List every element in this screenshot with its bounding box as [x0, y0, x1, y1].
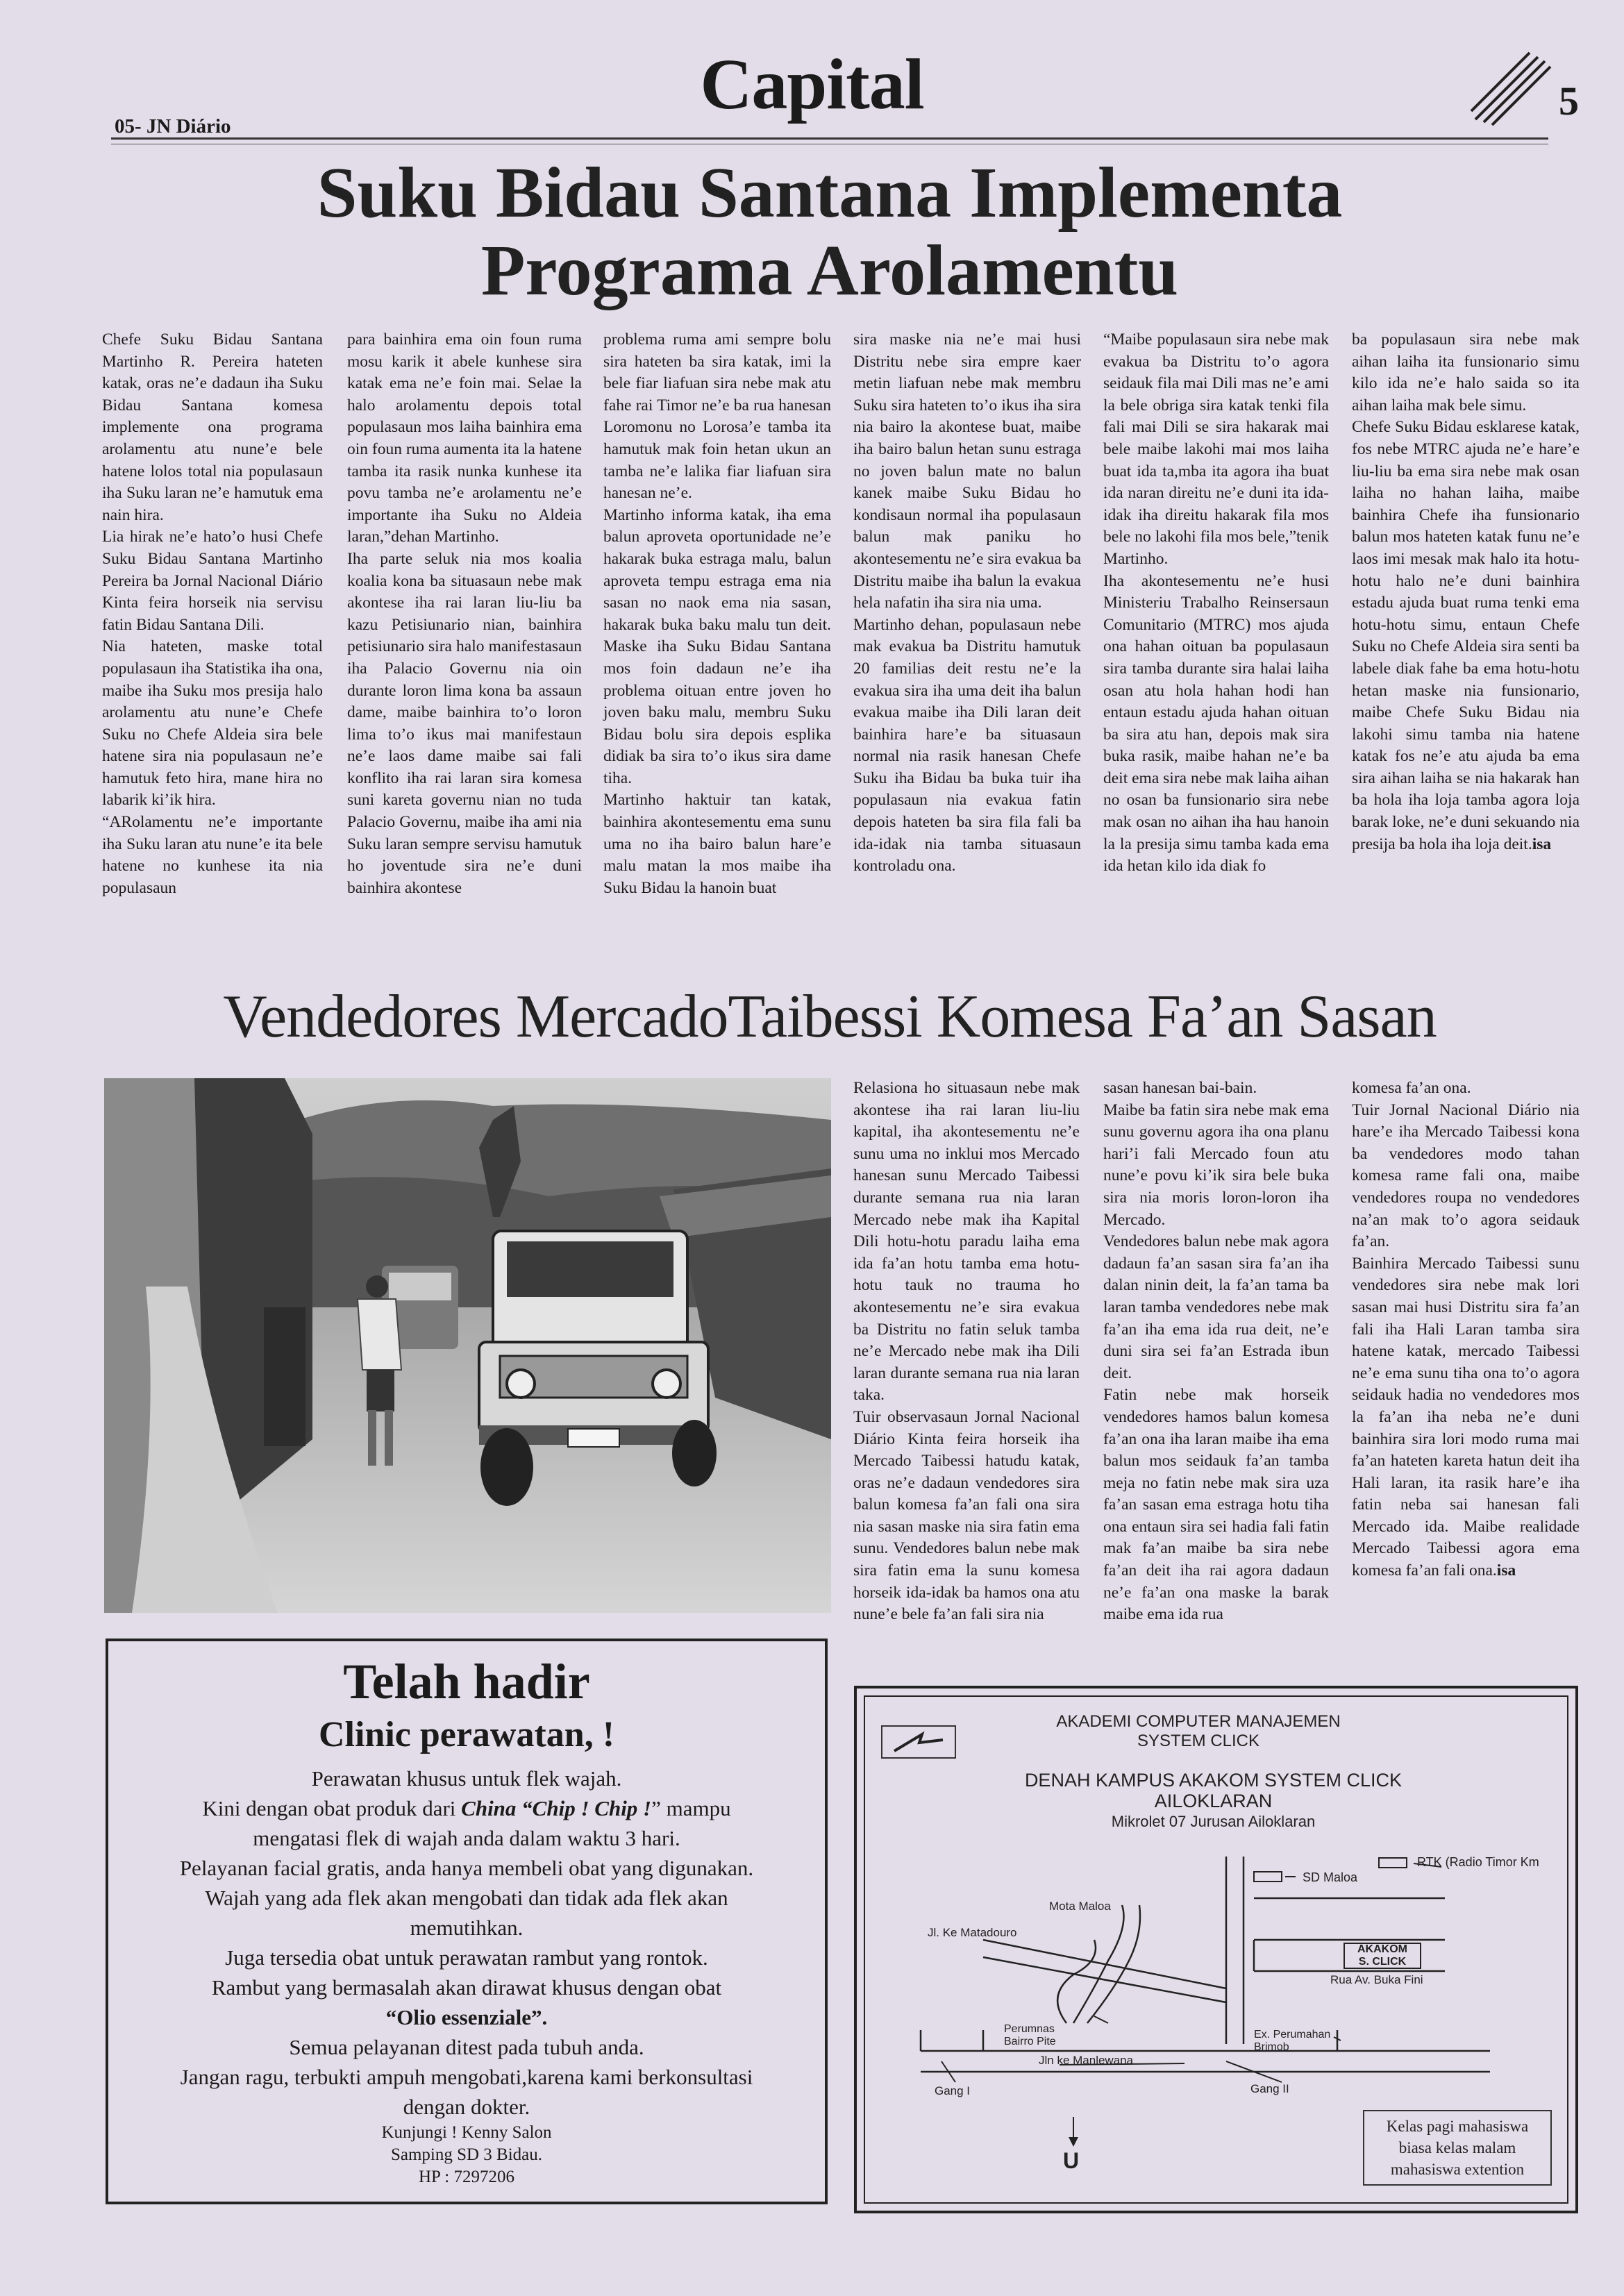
map-label-sd-maloa: SD Maloa: [1303, 1870, 1358, 1884]
article2-column-2: [1103, 1078, 1329, 1626]
map-label-ex-perumahan: [1254, 2029, 1330, 2054]
article1-text: Chefe Suku Bidau Santana Martinho R. Pereira hateten katak, oras ne’e dadaun iha Suku Bidau Santana komesa implemente ona programa arolamentu atu nune’e bele hatene lolos total nia populasaun iha Suku laran ne’e hamutuk ema nain hira. Lia hirak ne’e hato’o husi Chefe Suku Bidau Santana Martinho Pereira ba Jornal Nacional Diário Kinta feira horseik nia servisu fatin Bidau Santana Dili. Nia hateten, maske total populasaun iha Statistika iha ona, maibe iha Suku mos presija halo arolamentu atu nune’e Chefe Suku no Chefe Aldeia sira bele hatene sira nia populasaun ne’e hamutuk feto hira, mane hira no labarik ki’ik hira. “ARolamentu ne’e importante iha Suku laran atu nune’e ita bele hatene no kunhese ita nia populasaun: [102, 330, 323, 897]
map-label-perumnas: [1004, 2023, 1056, 2048]
akakom-campus-map-advertisement: [854, 1686, 1578, 2213]
article2-text-last: komesa fa’an ona. Tuir Jornal Nacional Diário nia hare’e iha Mercado Taibessi kona ba vendedores modo tahan komesa rame fali ona, maibe vendedores roupa no vendedores na’an mak to’o agora seidauk fa’an. Bainhira Mercado Taibessi sunu vendedores sira nebe mak lori sasan mai husi Distritu sira fa’an fali iha Hali Laran tamba sira hatene katak, mercado Taibessi ne’e ema sunu tiha ona to’o agora seidauk hadia no vendedores mos la fa’an iha neba ne’e duni bainhira sira lori modo ruma mai fa’an hateten kareta hatun deit iha Hali laran, ita rasik hare’e iha fatin neba sai hanesan fali Mercado ida. Maibe realidade Mercado Taibessi agora ema komesa fa’an fali ona.: [1352, 1079, 1580, 1580]
map-route: Mikrolet 07 Jurusan Ailoklaran: [1111, 1813, 1316, 1830]
ad-clinic-line: [108, 1793, 825, 1823]
article2-text: sasan hanesan bai-bain. Maibe ba fatin sira nebe mak ema sunu governu agora iha ona planu hari’i fali Mercado foun atu nune’e povu ki’ik sira bele buka sira nia moris loron-loron iha Mercado. Vendedores balun nebe mak agora dadaun fa’an sasan sira fa’an iha dalan ninin deit, la fa’an tama ba laran tamba vendedores nebe mak fa’an iha ema ida rua deit, ne’e duni sira sei fa’an Estrada ibun deit. Fatin nebe mak horseik vendedores hamos balun komesa fa’an ona iha laran maibe iha ema balun mos seidauk fa’an tamba meja no fatin nebe mak sira uza fa’an sasan ema estraga hotu tiha ona entaun sira sei hadia fali fatin mak fa’an maibe ba sira nebe fa’an deit iha rai agora dadaun ne’e fa’an ona maske la barak maibe ema ida rua: [1103, 1079, 1329, 1624]
map-label-akakom-2: S. CLICK: [1358, 1956, 1407, 1968]
map-label-gang-1: Gang I: [935, 2084, 971, 2097]
map-label-gang-2: Gang II: [1250, 2082, 1289, 2095]
ad-clinic-product: “Olio essenziale”.: [385, 2005, 548, 2029]
article1-column-2: [347, 329, 582, 899]
hatch-decoration-icon: [1468, 50, 1552, 126]
ad-clinic-line2-pre: Kini dengan obat produk dari: [202, 1796, 462, 1820]
article1-column-5: [1103, 329, 1329, 878]
article2-text: Relasiona ho situasaun nebe mak akontese iha rai laran liu-liu kapital, iha akontesementu ne’e sunu uma no inklui mos Mercado hanesan sunu Mercado Taibessi durante semana rua nia laran Mercado nebe mak iha Kapital Dili hotu-hotu paradu laiha ema ida fa’an hotu tamba ema hotu- hotu tauk no trauma ho akontesementu ne’e sira evakua ba Distritu no fatin seluk tamba ne’e Mercado nebe mak iha Dili laran durante semana rua nia laran taka. Tuir observasaun Jornal Nacional Diário Kinta feira horseik iha Mercado Taibessi hatudu katak, oras ne’e dadaun vendedores sira balun komesa fa’an fali ona sira nia sasan maske nia sira fatin ema sunu. Vendedores balun nebe mak sira fatin ema la sunu komesa horseik ida-idak ba hamos ona atu nune’e bele fa’an fali sira nia: [853, 1079, 1080, 1624]
note-line-3: mahasiswa extention: [1390, 2161, 1525, 2178]
header-rule: [111, 137, 1548, 140]
article1-column-4: [853, 329, 1081, 878]
article2-text: [1352, 1078, 1580, 1582]
ad-clinic-line: Semua pelayanan ditest pada tubuh anda.: [289, 2035, 644, 2059]
article1-column-6: [1352, 329, 1580, 855]
ad-clinic-line: Jangan ragu, terbukti ampuh mengobati,karena kami berkonsultasi: [180, 2065, 753, 2089]
map-inner-frame: [864, 1695, 1568, 2204]
article1-text-last: ba populasaun sira nebe mak aihan laiha ita funsionario simu kilo ida ne’e halo saida so ita aihan laiha mak bele simu. Chefe Suku Bidau esklarese katak, fos nebe MTRC ajuda ne’e hare’e liu-liu ba ema sira nebe mak osan laiha no hahan laiha, maibe bainhira Chefe iha funsionario balun mos hateten katak funu ne’e laos imi mesak mak halo ita hotu-hotu halo ne’e duni bainhira estadu ajuda buat ruma tenki ema hotu-hotu simu, entaun Chefe Suku no Chefe Aldeia sira senti ba labele diak fahe ba ema hotu-hotu hetan maske nia funsionario, maibe Chefe Suku Bidau nia lakohi simu tamba nia hatene katak fos ne’e atu ajuda ba ema sira aihan laiha se nia hakarak han ba hola iha loja tamba agora loja barak loke, ne’e duni sekuando nia presija ba hola iha loja deit.: [1352, 330, 1580, 853]
page-number: 5: [1559, 78, 1579, 124]
map-label-akakom: [1344, 1943, 1421, 1968]
akakom-name-line2: SYSTEM CLICK: [1137, 1732, 1260, 1750]
note-line-1: Kelas pagi mahasiswa: [1386, 2118, 1529, 2135]
map-label-jl-matadouro: Jl. Ke Matadouro: [928, 1926, 1017, 1939]
ad-clinic-line: Perawatan khusus untuk flek wajah.: [311, 1766, 622, 1791]
article1-headline: [111, 154, 1548, 310]
ad-clinic-line: Pelayanan facial gratis, anda hanya membeli obat yang digunakan.: [179, 1856, 754, 1880]
article1-headline-line1: Suku Bidau Santana Implementa: [317, 153, 1343, 233]
article2-column-1: [853, 1078, 1080, 1626]
ad-clinic-address: Samping SD 3 Bidau.: [390, 2145, 543, 2164]
note-line-2: biasa kelas malam: [1398, 2139, 1516, 2156]
ad-clinic-line2-post: ” mampu: [651, 1796, 731, 1820]
ad-clinic-subtitle: Clinic perawatan, !: [318, 1715, 615, 1754]
article1-text: [1352, 329, 1580, 855]
article2-headline: Vendedores MercadoTaibessi Komesa Fa’an Sasan: [223, 983, 1437, 1050]
article1-text: para bainhira ema oin foun ruma mosu karik it abele kunhese sira katak ema ne’e foin mai. Selae la halo arolamentu depois total populasaun mos laiha bainhira ema oin foun ruma aumenta ita la hatene tamba ita rasik nunka kunhese ita povu tamba ne’e arolamentu ne’e importante iha Suku no Aldeia laran,”dehan Martinho. Iha parte seluk nia mos koalia koalia kona ba situasaun nebe mak akontese iha rai laran liu-liu ba kazu Petisiunario nian, bainhira petisiunario sira halo manifestasaun iha Palacio Governu nia oin durante loron lima kona ba assaun dame, maibe bainhira to’o loron lima to’o ikus mai manifestaun ne’e laos dame maibe sai fali konflito iha rai laran sira komesa suni kareta governu nian no tuda Palacio Governu, maibe iha ami nia Suku laran sempre servisu hamutuk ho joventude sira ne’e duni bainhira akontese: [347, 330, 583, 897]
map-title: DENAH KAMPUS AKAKOM SYSTEM CLICK: [1024, 1770, 1403, 1791]
ad-clinic-line: memutihkan.: [410, 1916, 524, 1940]
map-north-marker: U: [1063, 2148, 1080, 2173]
ad-clinic-title: Telah hadir: [343, 1654, 590, 1709]
section-title: Capital: [700, 44, 924, 124]
map-label-ex-perumahan-1: Ex. Perumahan: [1254, 2029, 1331, 2041]
map-label-rtk: RTK (Radio Timor Km: [1417, 1855, 1539, 1869]
map-label-jln-manlewana: Jln ke Manlewana: [1039, 2054, 1134, 2067]
ad-clinic-line: mengatasi flek di wajah anda dalam waktu 3 hari.: [253, 1826, 680, 1850]
class-schedule-note: [1363, 2110, 1552, 2186]
article1-headline-line2: Programa Arolamentu: [480, 231, 1179, 310]
ad-clinic-line: Juga tersedia obat untuk perawatan rambut yang rontok.: [225, 1945, 708, 1970]
clinic-advertisement: [106, 1639, 828, 2204]
map-label-akakom-1: AKAKOM: [1357, 1943, 1407, 1955]
article2-column-3: [1352, 1078, 1580, 1582]
article2-signoff: isa: [1496, 1561, 1516, 1580]
article1-text: sira maske nia ne’e mai husi Distritu nebe sira empre kaer metin liafuan nebe mak membru Suku sira hateten to’o ikus iha sira nia bairo la akontese buat, maibe iha bairo balun hetan sunu estraga no joven balun mate no balun kanek maibe Suku Bidau ho kondisaun normal iha populasaun balun mak paniku ho akontesementu ne’e sira evakua ba Distritu maibe iha balun la evakua hela nafatin iha sira nia uma. Martinho dehan, populasaun nebe mak evakua ba Distritu hamutuk 20 familias deit restu ne’e la evakua sira iha uma deit iha balun evakua maibe iha Dili laran deit bainhira hare’e ba situasaun normal nia rasik hanesan Chefe Suku iha Bidau ba buka tuir iha populasaun nia evakua fatin depois hateten ba sira fila fali ba ida-idak nia tamba situasaun kontroladu ona.: [853, 330, 1081, 875]
ad-clinic-phone: HP : 7297206: [419, 2168, 514, 2186]
ad-clinic-line: dengan dokter.: [403, 2095, 530, 2119]
map-label-mota-maloa: Mota Maloa: [1049, 1900, 1111, 1913]
article1-text: “Maibe populasaun sira nebe mak evakua ba Distritu to’o agora seidauk fila mai Dili mas ne’e ami la bele obriga sira katak tenki fila fali mai Dili se sira hakarak mai bele maibe lakohi mai mos laiha buat ida ta,mba ita agora iha buat ida naran direitu ne’e duni ita ida-idak iha direitu hakarak fila mos bele no lakohi fila mos bele,”tenik Martinho. Iha akontesementu ne’e husi Ministeriu Trabalho Reinsersaun Comunitario (MTRC) mos ajuda ona hahan oituan ba populasaun sira tamba durante sira halai laiha osan atu hola hahan hodi han entaun estadu ajuda hahan oituan ba sira atu han, depois mak sira buka rasik, maibe hahan ne’e ba deit ema sira nebe mak laiha aihan no osan ba funsionario sira nebe mak osan no aihan iha hau hanoin la la presija simu tamba kada ema ida hetan kilo ida diak fo: [1103, 330, 1329, 875]
map-label-ex-perumahan-2: Brimob: [1254, 2041, 1289, 2053]
ad-clinic-line: Wajah yang ada flek akan mengobati dan tidak ada flek akan: [205, 1886, 728, 1910]
map-label-perumnas-2: Bairro Pite: [1004, 2036, 1056, 2047]
ad-clinic-line: Rambut yang bermasalah akan dirawat khusus dengan obat: [211, 1975, 722, 2000]
ad-clinic-brand: China “Chip ! Chip !: [461, 1796, 652, 1820]
map-title-location: AILOKLARAN: [1154, 1791, 1273, 1811]
map-label-rua-buka-fini: Rua Av. Buka Fini: [1330, 1973, 1423, 1986]
article1-column-3: [603, 329, 831, 899]
map-label-perumnas-1: Perumnas: [1004, 2023, 1055, 2035]
article1-text: problema ruma ami sempre bolu sira hateten ba sira katak, imi la bele fiar liafuan sira nebe mak atu fahe rai Timor ne’e ba rua hanesan Loromonu no Lorosa’e tamba ita hamutuk mak foin hetan ukun an tamba ne’e lalika fiar liafuan sira hanesan ne’e. Martinho informa katak, iha ema balun aproveta oportunidade ne’e hakarak buka estraga malu, balun aproveta tempu estraga ema nia sasan no naok ema nia sasan, hakarak buka baku malu tun deit. Maske iha Suku Bidau Santana mos foin dadaun ne’e iha problema oituan entre joven ho joven baku malu, membru Suku Bidau bolu sira depois esplika didiak ba sira to’o ikus sira dame tiha. Martinho haktuir tan katak, bainhira akontesementu ema sunu uma no iha bairo balun hare’e malu matan la mos maibe iha Suku Bidau la hanoin buat: [603, 330, 831, 897]
article1-column-1: [102, 329, 323, 899]
article1-signoff: isa: [1532, 835, 1552, 853]
akakom-name-line1: AKADEMI COMPUTER MANAJEMEN: [1056, 1712, 1341, 1731]
ad-clinic-visit: Kunjungi ! Kenny Salon: [381, 2123, 552, 2142]
page-label: 05- JN Diário: [115, 115, 231, 137]
market-street-photo: [104, 1078, 831, 1613]
